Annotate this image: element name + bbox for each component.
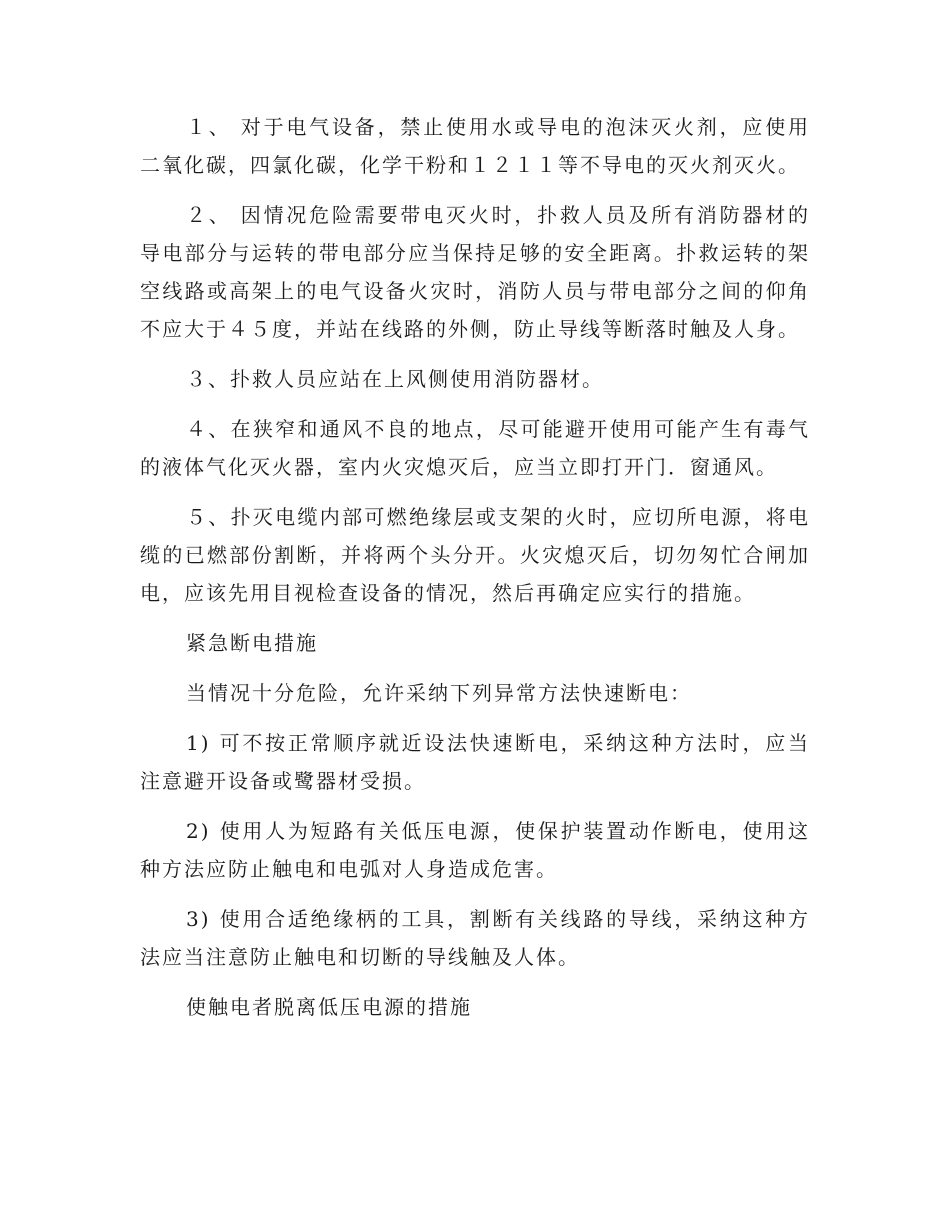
- paragraph-fire-item-2: ２、 因情况危险需要带电灭火时，扑救人员及所有消防器材的导电部分与运转的带电部分应当保持足够的安全距离。扑救运转的架空线路或高架上的电气设备火灾时，消防人员与带电部分之间的仰角不应大于４５度，并站在线路的外侧，防止导线等断落时触及人身。: [140, 203, 810, 341]
- section-heading-low-voltage-rescue: 使触电者脱离低压电源的措施: [186, 995, 472, 1019]
- paragraph-intro-methods: 当情况十分危险，允许采纳下列异常方法快速断电：: [186, 681, 692, 705]
- paragraph-method-2: 2) 使用人为短路有关低压电源，使保护装置动作断电，使用这种方法应防止触电和电弧对人身造成危害。: [140, 819, 810, 881]
- paragraph-fire-item-3: ３、扑救人员应站在上风侧使用消防器材。: [186, 367, 604, 391]
- paragraph-method-1: 1) 可不按正常顺序就近设法快速断电，采纳这种方法时，应当注意避开设备或鹭器材受损。: [140, 731, 810, 793]
- paragraph-fire-item-1: １、 对于电气设备，禁止使用水或导电的泡沫灭火剂，应使用二氧化碳，四氯化碳，化学干粉和１２１１等不导电的灭火剂灭火。: [140, 115, 810, 177]
- section-heading-emergency-power-off: 紧急断电措施: [186, 631, 318, 655]
- paragraph-fire-item-4: ４、在狭窄和通风不良的地点，尽可能避开使用可能产生有毒气的液体气化灭火器，室内火灾熄灭后，应当立即打开门．窗通风。: [140, 417, 810, 479]
- paragraph-method-3: 3) 使用合适绝缘柄的工具，割断有关线路的导线，采纳这种方法应当注意防止触电和切断的导线触及人体。: [140, 907, 810, 969]
- document-body: [140, 108, 810, 1038]
- paragraph-fire-item-5: ５、扑灭电缆内部可燃绝缘层或支架的火时，应切所电源，将电缆的已燃部份割断，并将两个头分开。火灾熄灭后，切勿匆忙合闸加电，应该先用目视检查设备的情况，然后再确定应实行的措施。: [140, 505, 810, 605]
